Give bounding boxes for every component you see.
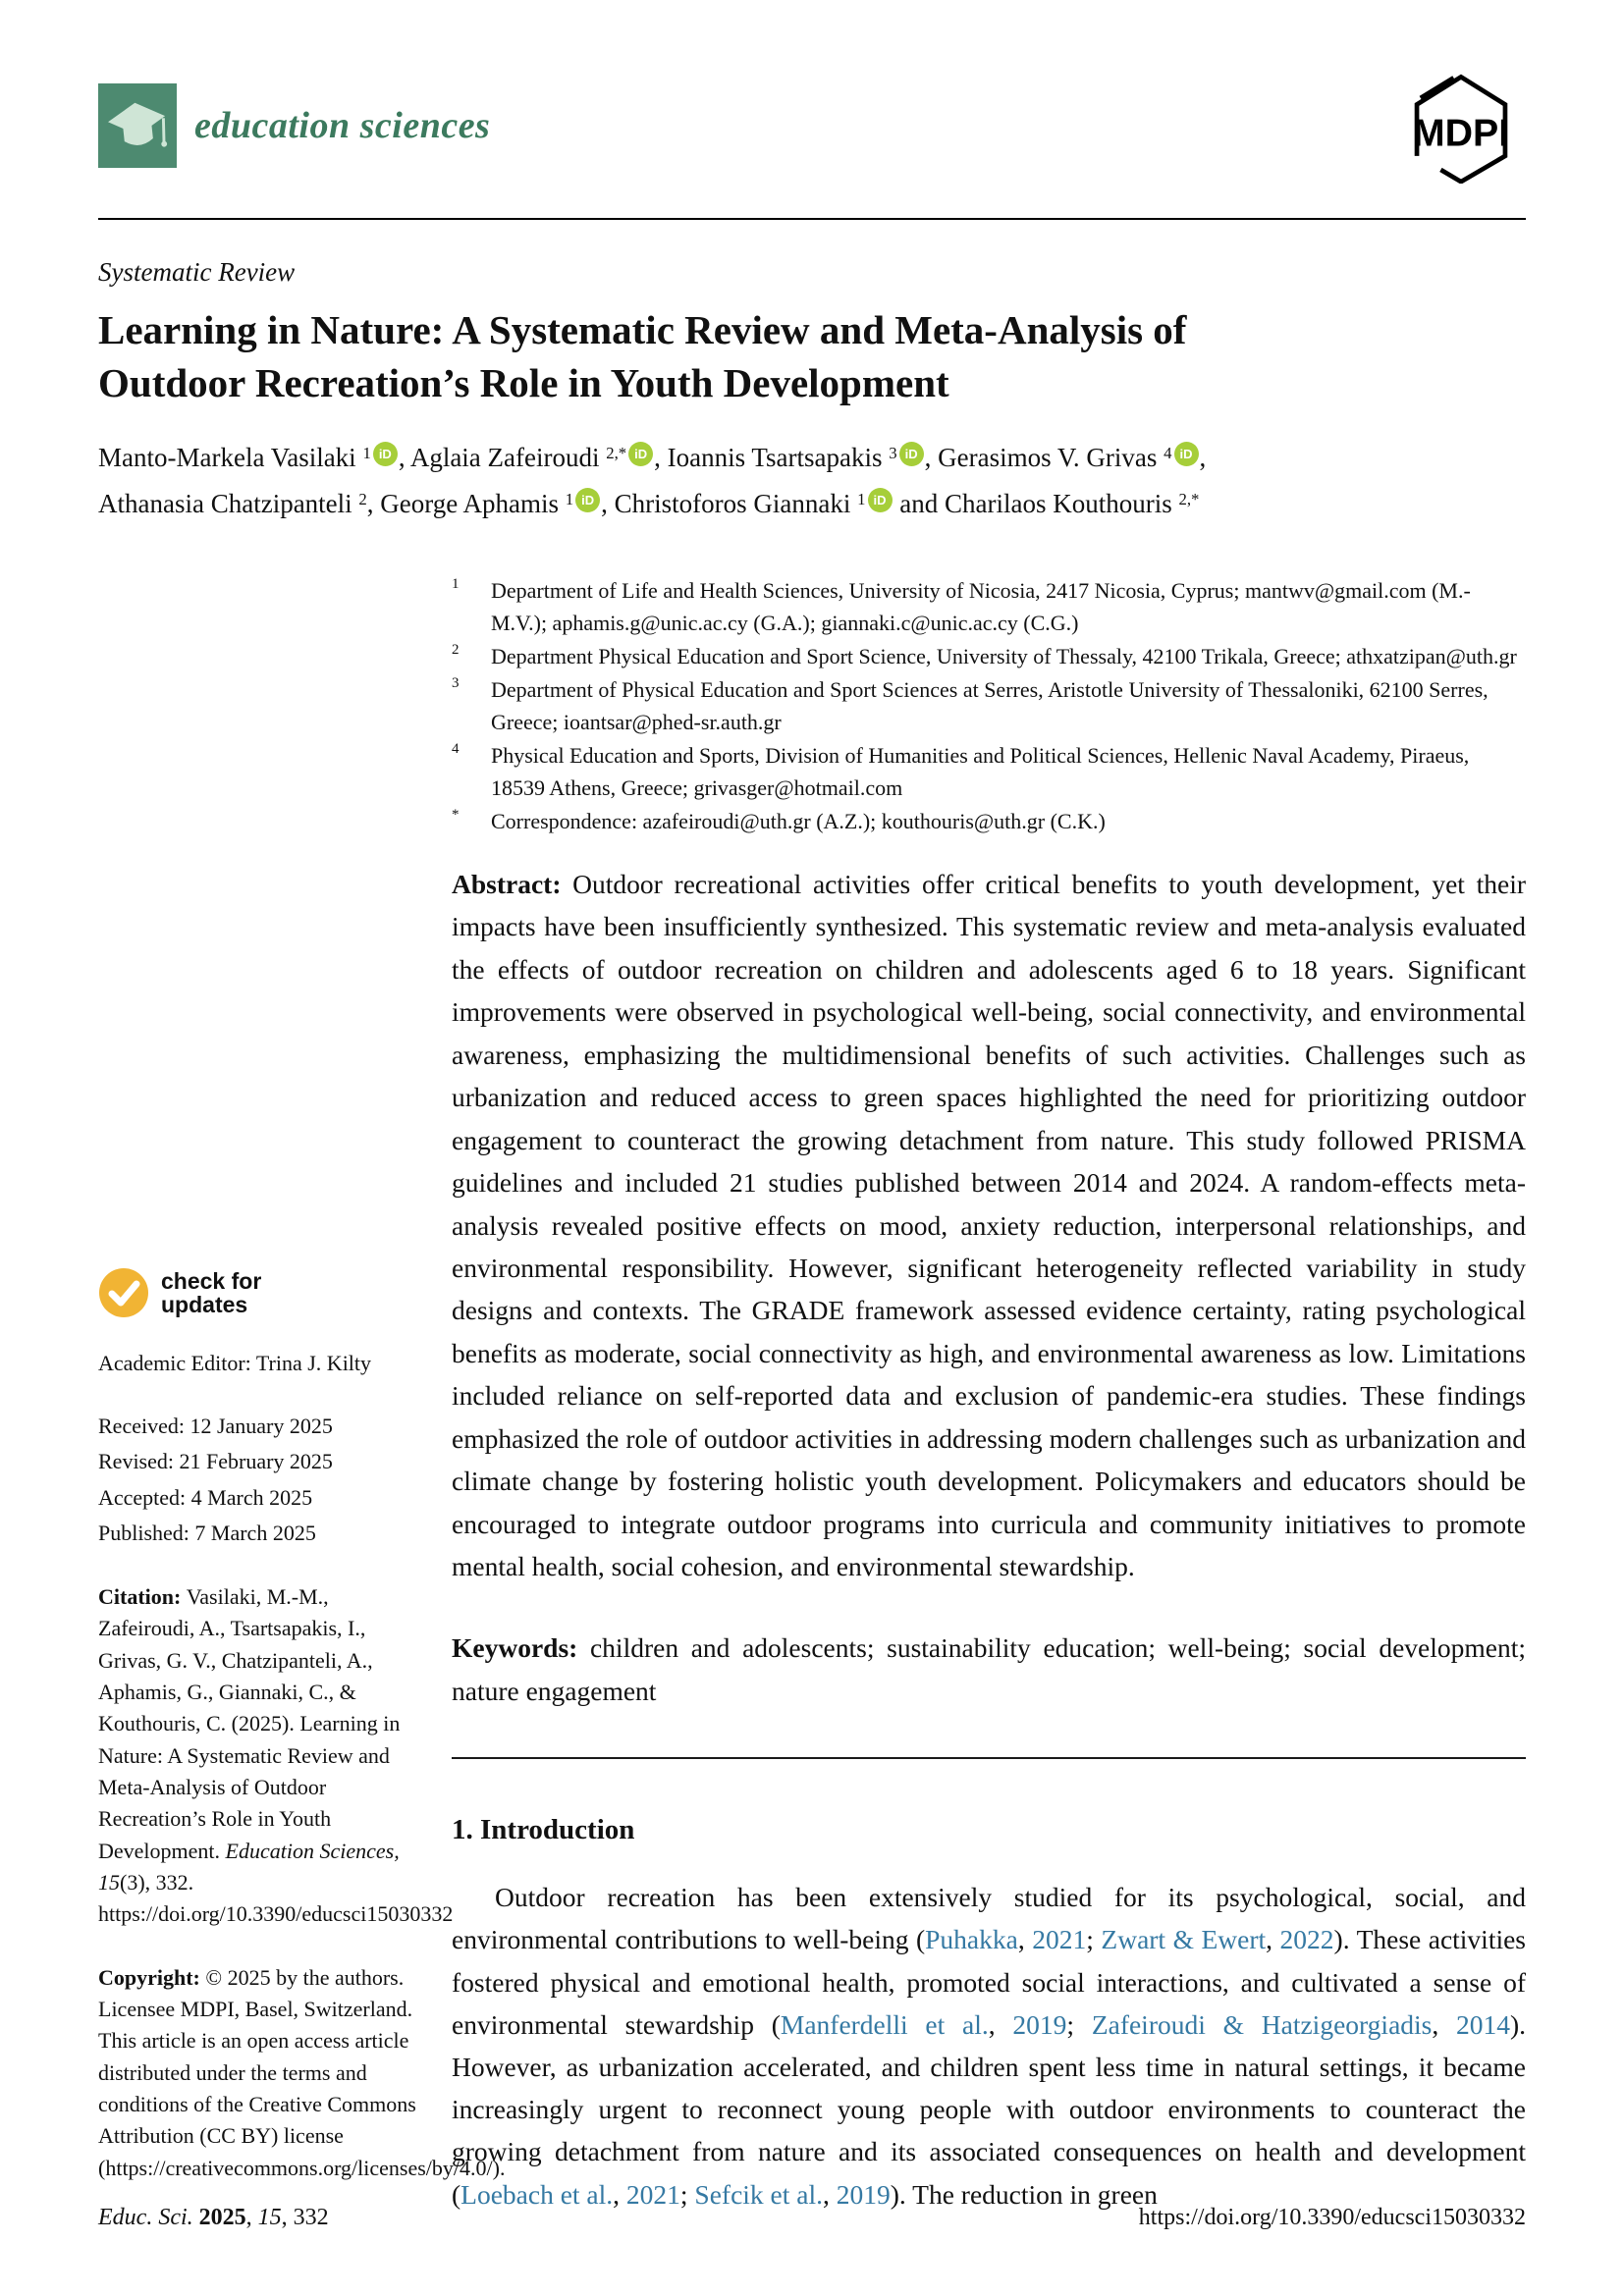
keywords: [452, 1627, 1526, 1712]
affiliation-row: [452, 640, 1526, 672]
sidebar: [98, 1267, 506, 2184]
text-segment: Athanasia Chatzipanteli: [98, 489, 359, 519]
abstract-label: Abstract:: [452, 869, 562, 899]
text-segment: ). The reduction in green: [890, 2178, 1158, 2210]
citation-link[interactable]: 2019: [836, 2178, 891, 2210]
text-segment: 2025: [198, 2205, 246, 2230]
affiliation-text: Correspondence: azafeiroudi@uth.gr (A.Z.); kouthouris@uth.gr (C.K.): [491, 809, 1106, 833]
text-segment: ,: [1017, 1924, 1033, 1955]
citation-link[interactable]: 2021: [625, 2178, 680, 2210]
affiliation-marker: 3: [452, 675, 460, 691]
title-block: [98, 257, 1326, 528]
journal-reference: [98, 2205, 329, 2231]
copyright-block: [98, 1962, 506, 2184]
text-segment: Educ. Sci.: [98, 2205, 199, 2230]
citation-link[interactable]: 2021: [1032, 1924, 1087, 1955]
journal-name: education sciences: [194, 105, 491, 146]
affiliation-text: Department of Physical Education and Sport Sciences at Serres, Aristotle University of Thessaloniki, 62100 Serres, Greece; ioantsar@phed-sr.auth.gr: [491, 677, 1489, 734]
revised-date: Revised: 21 February 2025: [98, 1449, 333, 1474]
check-for-updates-button[interactable]: [98, 1267, 422, 1318]
mdpi-logo[interactable]: [1396, 68, 1526, 184]
keywords-text: children and adolescents; sustainability education; well-being; social development; nature engagement: [452, 1632, 1526, 1706]
orcid-icon[interactable]: iD: [628, 442, 653, 466]
received-date: Received: 12 January 2025: [98, 1413, 333, 1438]
affiliation-text: Department of Life and Health Sciences, University of Nicosia, 2417 Nicosia, Cyprus; mantwv@gmail.com (M.-M.V.); aphamis.g@unic.ac.cy (G.A.); giannaki.c@unic.ac.cy (C.G.): [491, 578, 1471, 635]
abstract: [452, 863, 1526, 1587]
text-segment: , 332: [281, 2205, 329, 2230]
affiliation-marker: 4: [452, 741, 460, 757]
text-segment: 2,*: [606, 444, 627, 463]
academic-editor: Academic Editor: Trina J. Kilty: [98, 1351, 372, 1375]
section-heading-introduction: 1. Introduction: [452, 1814, 635, 1846]
article-dates: [98, 1409, 422, 1552]
text-segment: Copyright:: [98, 1964, 206, 1990]
text-segment: ,: [613, 2178, 626, 2210]
affiliation-row: [452, 739, 1526, 804]
text-segment: and Charilaos Kouthouris: [893, 489, 1179, 519]
text-segment: Education Sciences, 15: [98, 1838, 400, 1895]
introduction-paragraph: [452, 1876, 1526, 2215]
author-list: [98, 435, 1286, 528]
text-segment: ;: [1066, 2008, 1092, 2040]
text-segment: ,: [1199, 443, 1207, 473]
citation-link[interactable]: Manferdelli et al.: [780, 2008, 989, 2040]
orcid-icon[interactable]: iD: [373, 442, 398, 466]
affiliation-row: [452, 805, 1526, 837]
check-for-updates-label: check for updates: [161, 1267, 262, 1317]
text-segment: ,: [245, 2205, 258, 2230]
check-icon: [98, 1267, 149, 1318]
text-segment: , Ioannis Tsartsapakis: [654, 443, 890, 473]
text-segment: 1: [857, 490, 866, 509]
affiliation-marker: 2: [452, 642, 460, 658]
text-segment: ,: [1432, 2008, 1457, 2040]
paper-title: Learning in Nature: A Systematic Review and Meta-Analysis of Outdoor Recreation’s Role in Youth Development: [98, 307, 1187, 406]
text-segment: 4: [1164, 444, 1172, 463]
text-segment: 15: [257, 2205, 282, 2230]
svg-text:MDPI: MDPI: [1412, 111, 1510, 155]
page-header: [98, 71, 1526, 181]
affiliation-row: [452, 673, 1526, 738]
text-segment: Vasilaki, M.-M., Zafeiroudi, A., Tsartsapakis, I., Grivas, G. V., Chatzipanteli, A., Aphamis, G., Giannaki, C., & Kouthouris, C. (2025). Learning in Nature: A Systematic Review and Meta-Analysis of Outdoor Recreation’s Role in Youth Development.: [98, 1583, 401, 1863]
text-segment: ;: [679, 2178, 695, 2210]
keywords-divider: [452, 1757, 1526, 1759]
affiliation-marker: 1: [452, 576, 460, 592]
journal-logo[interactable]: [98, 83, 490, 168]
citation-link[interactable]: Sefcik et al.: [694, 2178, 823, 2210]
text-segment: Citation:: [98, 1583, 187, 1609]
text-segment: 1: [565, 490, 574, 509]
affiliations: [452, 574, 1526, 837]
text-segment: Manto-Markela Vasilaki: [98, 443, 363, 473]
published-date: Published: 7 March 2025: [98, 1521, 316, 1546]
text-segment: , George Aphamis: [366, 489, 566, 519]
citation-link[interactable]: 2019: [1012, 2008, 1067, 2040]
affiliation-text: Physical Education and Sports, Division of Humanities and Political Sciences, Hellenic Naval Academy, Piraeus, 18539 Athens, Greece; grivasger@hotmail.com: [491, 743, 1470, 800]
citation-block: [98, 1581, 454, 1931]
text-segment: 2: [358, 490, 367, 509]
affiliation-marker: *: [452, 807, 460, 823]
text-segment: , Aglaia Zafeiroudi: [398, 443, 607, 473]
text-segment: ). These activities fostered physical and emotional health, promoted social interactions, and cultivated a sense of environmental stewardship (: [452, 1924, 1527, 2040]
text-segment: ,: [823, 2178, 837, 2210]
main-content: [452, 574, 1526, 2216]
doi-link[interactable]: https://doi.org/10.3390/educsci15030332: [1138, 2205, 1526, 2230]
citation-link[interactable]: 2014: [1456, 2008, 1511, 2040]
citation-link[interactable]: Zafeiroudi & Hatzigeorgiadis: [1091, 2008, 1433, 2040]
affiliation-row: [452, 574, 1526, 639]
text-segment: 1: [362, 444, 371, 463]
text-segment: , Gerasimos V. Grivas: [924, 443, 1164, 473]
header-divider: [98, 218, 1526, 220]
text-segment: ,: [988, 2008, 1013, 2040]
citation-link[interactable]: Loebach et al.: [460, 2178, 614, 2210]
accepted-date: Accepted: 4 March 2025: [98, 1484, 313, 1510]
text-segment: 2,*: [1178, 490, 1200, 509]
text-segment: Outdoor recreation has been extensively studied for its psychological, social, and environmental contributions to well-being (: [452, 1882, 1526, 1955]
text-segment: 3: [889, 444, 897, 463]
text-segment: , Christoforos Giannaki: [601, 489, 858, 519]
citation-link[interactable]: Puhakka: [925, 1924, 1018, 1955]
abstract-text: Outdoor recreational activities offer critical benefits to youth development, yet their impacts have been insufficiently synthesized. This systematic review and meta-analysis evaluated the effects of outdoor recreation on children and adolescents aged 6 to 18 years. Significant improvements were observed in psychological well-being, social connectivity, and environmental awareness, emphasizing the multidimensional benefits of such activities. Challenges such as urbanization and reduced access to green spaces highlighted the need for prioritizing outdoor engagement to counteract the growing detachment from nature. This study followed PRISMA guidelines and included 21 studies published between 2014 and 2024. A random-effects meta-analysis revealed positive effects on mood, anxiety reduction, interpersonal relationships, and environmental responsibility. However, significant heterogeneity reflected variability in study designs and contexts. The GRADE framework assessed evidence certainty, rating psychological benefits as moderate, social connectivity as high, and environmental awareness as low. Limitations included reliance on self-reported data and exclusion of pandemic-era studies. These findings emphasized the role of outdoor activities in addressing modern challenges such as urbanization and climate change by fostering holistic youth development. Policymakers and educators should be encouraged to integrate outdoor programs into curricula and community initiatives to promote mental health, social cohesion, and environmental stewardship.: [452, 869, 1526, 1581]
body-columns: [98, 574, 1526, 2216]
text-segment: ,: [1266, 1924, 1280, 1955]
orcid-icon[interactable]: iD: [899, 442, 924, 466]
article-type: Systematic Review: [98, 257, 296, 287]
text-segment: ). However, as urbanization accelerated, and children spent less time in natural settings, it became increasingly urgent to reconnect young people with outdoor environments to counteract the growing detachment from nature and its associated consequences on health and development (: [452, 2008, 1527, 2210]
affiliation-text: Department Physical Education and Sport Science, University of Thessaly, 42100 Trikala, Greece; athxatzipan@uth.gr: [491, 644, 1517, 668]
page-footer: [98, 2205, 1526, 2231]
citation-link[interactable]: Zwart & Ewert: [1101, 1924, 1267, 1955]
text-segment: © 2025 by the authors. Licensee MDPI, Basel, Switzerland. This article is an open access article distributed under the terms and conditions of the Creative Commons Attribution (CC BY) license (https://creativecommons.org/licenses/by/4.0/).: [98, 1964, 506, 2180]
text-segment: (3), 332. https://doi.org/10.3390/educsci15030332: [98, 1869, 454, 1927]
orcid-icon[interactable]: iD: [575, 488, 600, 512]
orcid-icon[interactable]: iD: [1174, 442, 1199, 466]
citation-link[interactable]: 2022: [1279, 1924, 1334, 1955]
graduation-cap-icon: [98, 83, 177, 168]
keywords-label: Keywords:: [452, 1632, 578, 1664]
orcid-icon[interactable]: iD: [868, 488, 893, 512]
text-segment: ;: [1086, 1924, 1102, 1955]
